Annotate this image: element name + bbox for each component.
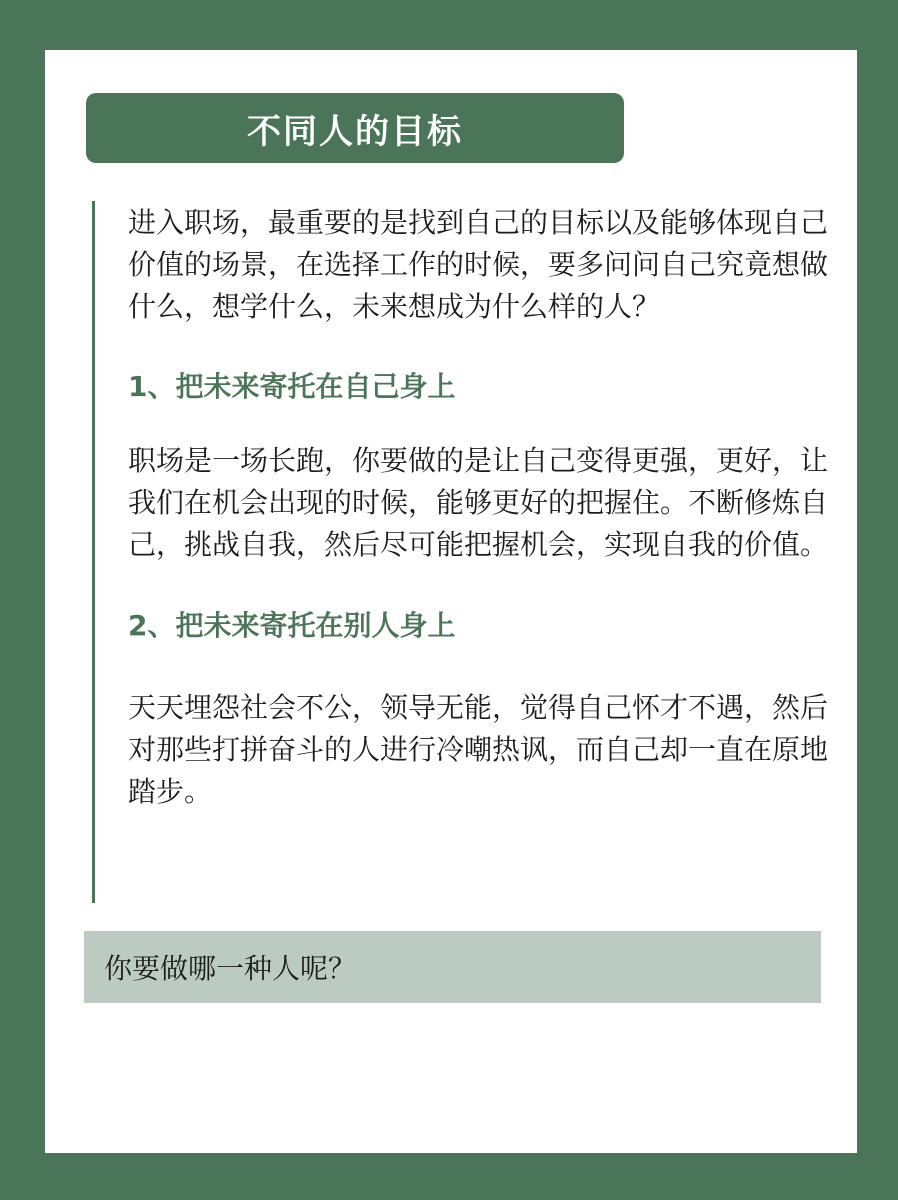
section-2-body: 天天埋怨社会不公，领导无能，觉得自己怀才不遇，然后对那些打拼奋斗的人进行冷嘲热讽，而自己却一直在原地踏步。 (128, 691, 829, 808)
section-2-heading: 2、把未来寄托在别人身上 (128, 609, 456, 642)
page-title: 不同人的目标 (247, 111, 463, 152)
intro-paragraph: 进入职场，最重要的是找到自己的目标以及能够体现自己价值的场景，在选择工作的时候，要多问问自己究竟想做什么，想学什么，未来想成为什么样的人？ (128, 206, 829, 323)
section-1-heading: 1、把未来寄托在自己身上 (128, 370, 456, 403)
section-1-body: 职场是一场长跑，你要做的是让自己变得更强，更好，让我们在机会出现的时候，能够更好的把握住。不断修炼自己，挑战自我，然后尽可能把握机会，实现自我的价值。 (128, 444, 829, 561)
closing-question-box (84, 931, 821, 1003)
closing-question: 你要做哪一种人呢？ (104, 952, 357, 985)
content-card (45, 50, 857, 1153)
title-banner (86, 93, 624, 163)
content-left-rule (92, 201, 95, 903)
article-body (128, 202, 828, 813)
